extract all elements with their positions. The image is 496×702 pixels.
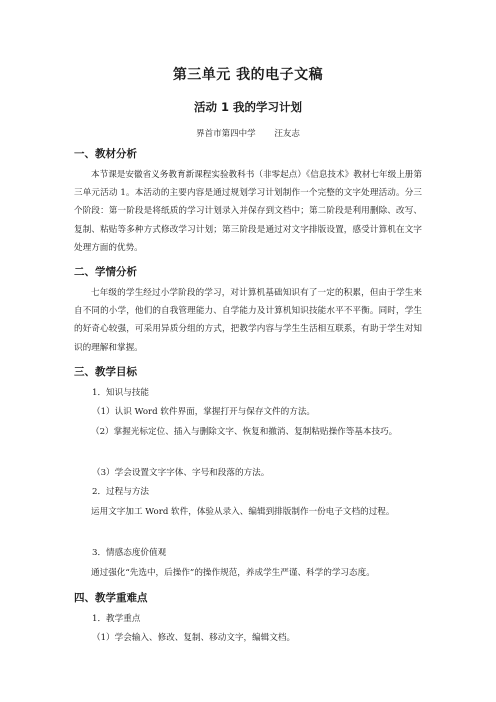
student-paragraph: 七年级的学生经过小学阶段的学习，对计算机基础知识有了一定的积累，但由于学生来自不同的小学，他们的自我管理能力、自学能力及计算机知识技能水平不平衡。同时，学生的好奇心较强，可采用异质分组的方式，把教学内容与学生生活相互联系，有助于学生对知识的理解和掌握。 (74, 288, 422, 353)
goal-attitude-text: 通过强化“先选中，后操作”的操作规范，养成学生严谨、科学的学习态度。 (91, 568, 375, 578)
goal-item: （2）掌握光标定位、插入与删除文字、恢复和撤消、复制粘贴操作等基本技巧。 (91, 427, 398, 437)
section-heading-students: 二、学情分析 (74, 266, 137, 278)
keypoint-item: （1）学会输入、修改、复制、移动文字，编辑文档。 (92, 633, 296, 643)
goal-attitude-heading: 3．情感态度价值观 (92, 548, 167, 558)
document-title: 第三单元 我的电子文稿 (172, 67, 324, 83)
goal-item: （1）认识 Word 软件界面，掌握打开与保存文件的方法。 (92, 407, 316, 417)
goal-knowledge-heading: 1．知识与技能 (92, 388, 150, 398)
section-heading-keypoints: 四、教学重难点 (74, 592, 148, 604)
analysis-paragraph: 本节课是安徽省义务教育新课程实验教科书（非零起点）《信息技术》教材七年级上册第三单元活动 1。本活动的主要内容是通过规划学习计划制作一个完整的文字处理活动。分三个阶段：第一阶段是将纸质的学习计划录入并保存到文档中；第二阶段是利用删除、改写、复制、粘贴等多种方式修改学习计划；第三阶段是通过对文字排版设置，感受计算机在文字处理方面的优势。 (74, 170, 422, 253)
document-subtitle: 活动 1 我的学习计划 (193, 100, 302, 114)
keypoint-heading: 1．教学重点 (92, 614, 141, 624)
author-name: 汪友志 (274, 129, 300, 139)
author-line (0, 127, 496, 139)
section-heading-analysis: 一、教材分析 (74, 148, 137, 160)
section-heading-goals: 三、教学目标 (74, 366, 137, 378)
goal-process-heading: 2．过程与方法 (92, 487, 150, 497)
goal-item: （3）学会设置文字字体、字号和段落的方法。 (92, 468, 270, 478)
goal-process-text: 运用文字加工 Word 软件，体验从录入、编辑到排版制作一份电子文档的过程。 (91, 507, 395, 517)
school-name: 界首市第四中学 (196, 129, 256, 139)
